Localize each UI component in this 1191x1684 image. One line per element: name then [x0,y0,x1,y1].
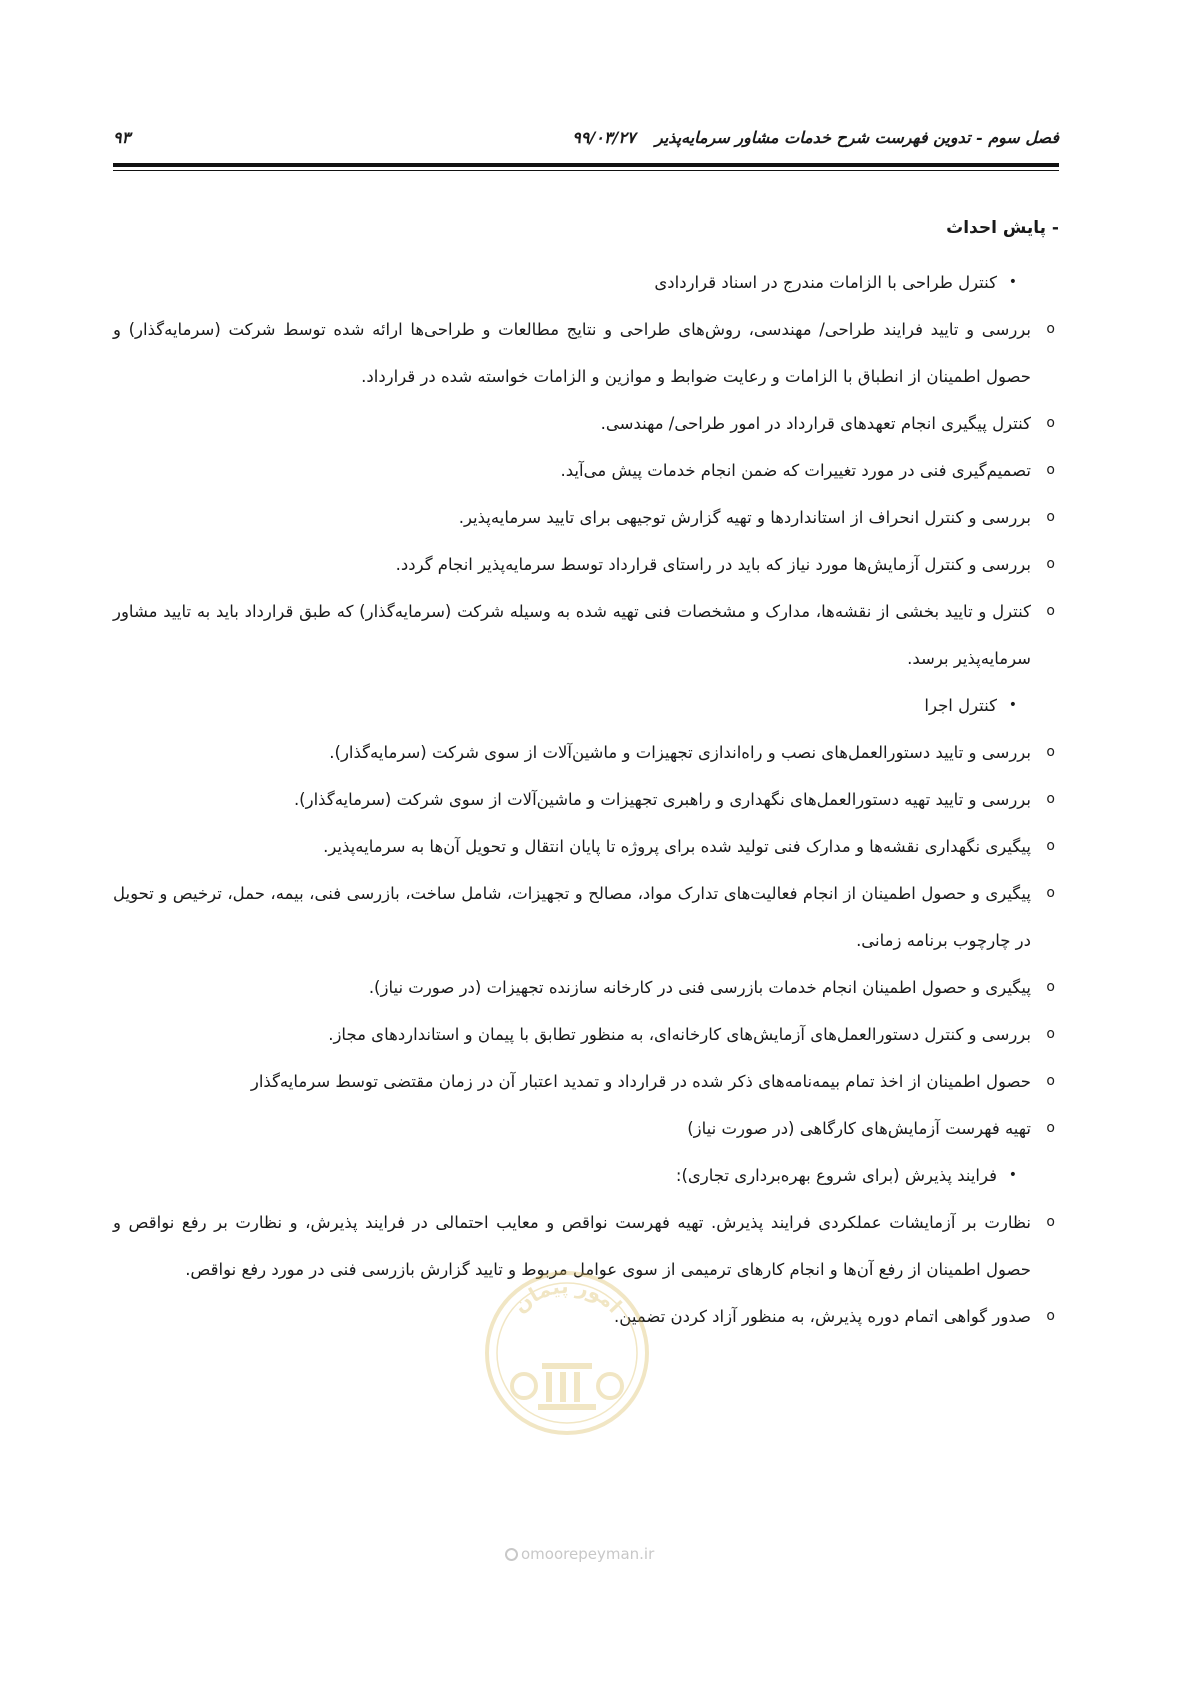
list-item [113,964,1059,1011]
watermark-url [505,1545,654,1563]
bullet-filled-icon: • [1008,274,1017,290]
at-icon [505,1548,518,1561]
list-item [113,541,1059,588]
bullet-hollow-icon: o [1046,791,1055,807]
bullet-group-title [113,1152,1059,1199]
list-item-text: کنترل و تایید بخشی از نقشه‌ها، مدارک و مشخصات فنی تهیه شده به وسیله شرکت (سرمایه‌گذار) که طبق قرارداد باید به تایید مشاور سرمایه‌پذیر برسد. [113,602,1031,668]
list-item [113,494,1059,541]
bullet-hollow-icon: o [1046,1120,1055,1136]
page-number: ۹۳ [113,128,131,147]
list-item [113,1058,1059,1105]
list-item-text: تصمیم‌گیری فنی در مورد تغییرات که ضمن انجام خدمات پیش می‌آید. [560,461,1031,480]
group-title-text: کنترل اجرا [924,696,997,715]
group-title-text: فرایند پذیرش (برای شروع بهره‌برداری تجاری): [675,1166,997,1185]
list-item-text: بررسی و تایید فرایند طراحی/ مهندسی، روش‌های طراحی و نتایج مطالعات و طراحی‌ها ارائه شده توسط شرکت (سرمایه‌گذار) و حصول اطمینان از انطباق با الزامات و رعایت ضوابط و موازین و الزامات خواسته شده در قرارداد. [113,320,1031,386]
bullet-hollow-icon: o [1046,509,1055,525]
bullet-hollow-icon: o [1046,462,1055,478]
bullet-hollow-icon: o [1046,1026,1055,1042]
header-rule-thin [113,170,1059,171]
list-item [113,823,1059,870]
bullet-hollow-icon: o [1046,979,1055,995]
bullet-group-title [113,259,1059,306]
list-item [113,729,1059,776]
bullet-hollow-icon: o [1046,1073,1055,1089]
list-item [113,400,1059,447]
watermark-logo [482,1268,652,1438]
page-header [113,124,1059,154]
svg-text:امور پیمان: امور پیمان [508,1273,627,1318]
group-title-text: کنترل طراحی با الزامات مندرج در اسناد قراردادی [654,273,997,292]
list-item-text: صدور گواهی اتمام دوره پذیرش، به منظور آزاد کردن تضمین. [614,1307,1031,1326]
list-item [113,1105,1059,1152]
list-item [113,588,1059,682]
bullet-hollow-icon: o [1046,885,1055,901]
list-item-text: پیگیری نگهداری نقشه‌ها و مدارک فنی تولید شده برای پروژه تا پایان انتقال و تحویل آن‌ها به سرمایه‌پذیر. [323,837,1031,856]
list-item [113,870,1059,964]
bullet-group-title [113,682,1059,729]
document-body [113,215,1059,1340]
bullet-hollow-icon: o [1046,603,1055,619]
list-item-text: بررسی و کنترل دستورالعمل‌های آزمایش‌های کارخانه‌ای، به منظور تطابق با پیمان و استانداردهای مجاز. [328,1025,1031,1044]
section-heading: - پایش احداث [946,218,1059,238]
list-item-text: پیگیری و حصول اطمینان از انجام فعالیت‌های تدارک مواد، مصالح و تجهیزات، شامل ساخت، بازرسی فنی، بیمه، حمل، ترخیص و تحویل در چارچوب برنامه زمانی. [113,884,1031,950]
header-rule-thick [113,163,1059,167]
list-item-text: بررسی و کنترل انحراف از استانداردها و تهیه گزارش توجیهی برای تایید سرمایه‌پذیر. [458,508,1031,527]
list-item-text: بررسی و تایید دستورالعمل‌های نصب و راه‌اندازی تجهیزات و ماشین‌آلات از سوی شرکت (سرمایه‌گذار). [329,743,1031,762]
header-date: ۹۹/۰۳/۲۷ [572,128,636,147]
bullet-hollow-icon: o [1046,1308,1055,1324]
list-item [113,776,1059,823]
header-title [572,128,1059,147]
list-item-text: حصول اطمینان از اخذ تمام بیمه‌نامه‌های ذکر شده در قرارداد و تمدید اعتبار آن در زمان مقتضی توسط سرمایه‌گذار [250,1072,1031,1091]
bullet-filled-icon: • [1008,697,1017,713]
bullet-hollow-icon: o [1046,838,1055,854]
list-item [113,306,1059,400]
watermark-url-text: omoorepeyman.ir [521,1545,655,1563]
bullet-filled-icon: • [1008,1167,1017,1183]
list-item-text: پیگیری و حصول اطمینان انجام خدمات بازرسی فنی در کارخانه سازنده تجهیزات (در صورت نیاز). [368,978,1031,997]
chapter-title: فصل سوم - تدوین فهرست شرح خدمات مشاور سرمایه‌پذیر [655,128,1059,147]
bullet-hollow-icon: o [1046,321,1055,337]
bullet-hollow-icon: o [1046,1214,1055,1230]
bullet-hollow-icon: o [1046,415,1055,431]
bullet-groups [113,259,1059,1340]
bullet-hollow-icon: o [1046,556,1055,572]
list-item-text: نظارت بر آزمایشات عملکردی فرایند پذیرش. تهیه فهرست نواقص و معایب احتمالی در فرایند پذیرش، و نظارت بر رفع نواقص و حصول اطمینان از رفع آن‌ها و انجام کارهای ترمیمی از سوی عوامل مربوط و تایید گزارش بازرسی فنی در مورد رفع نواقص. [113,1213,1031,1279]
list-item-text: تهیه فهرست آزمایش‌های کارگاهی (در صورت نیاز) [687,1119,1031,1138]
list-item-text: بررسی و تایید تهیه دستورالعمل‌های نگهداری و راهبری تجهیزات و ماشین‌آلات از سوی شرکت (سرمایه‌گذار). [293,790,1031,809]
bullet-hollow-icon: o [1046,744,1055,760]
list-item [113,447,1059,494]
list-item-text: کنترل پیگیری انجام تعهدهای قرارداد در امور طراحی/ مهندسی. [600,414,1031,433]
list-item-text: بررسی و کنترل آزمایش‌ها مورد نیاز که باید در راستای قرارداد توسط سرمایه‌پذیر انجام گردد. [395,555,1031,574]
list-item [113,1011,1059,1058]
